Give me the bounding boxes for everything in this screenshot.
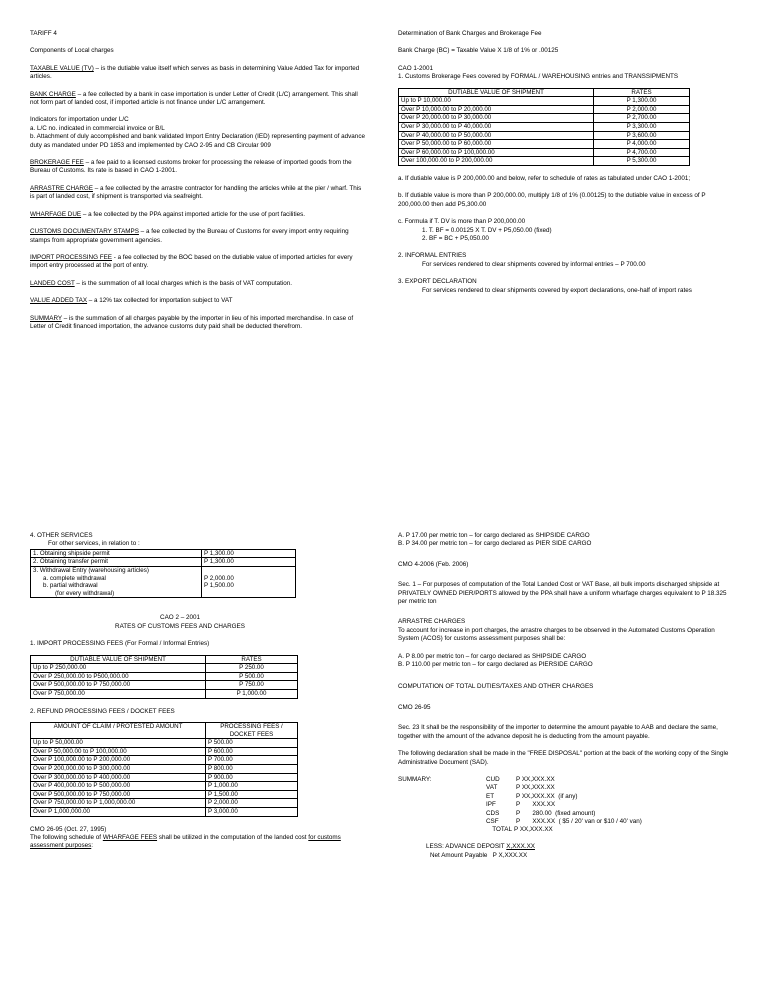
summary-value: P XX,XXX.XX bbox=[514, 826, 553, 834]
def-customs-documentary-stamps: CUSTOMS DOCUMENTARY STAMPS – a fee collected by the Bureau of Customs for every import entry requiring stamps from appropriate government agencies. bbox=[30, 228, 349, 244]
cao2-subtitle: RATES OF CUSTOMS FEES AND CHARGES bbox=[115, 622, 245, 630]
bank-charges-title: Determination of Bank Charges and Brokerage Fee bbox=[398, 30, 542, 37]
table-row bbox=[31, 747, 298, 756]
table-row bbox=[399, 148, 690, 157]
cao-title: CAO 1-2001 bbox=[398, 64, 434, 72]
ipf-title: 1. IMPORT PROCESSING FEES (For Formal / Informal Entries) bbox=[30, 640, 210, 648]
table-row bbox=[31, 672, 298, 681]
table-cell: Over P 400,000.00 to P 500,000.00 bbox=[31, 782, 206, 791]
table-cell: P 3,300.00 bbox=[594, 123, 690, 132]
table-row bbox=[399, 97, 690, 106]
refund-title: 2. REFUND PROCESSING FEES / DOCKET FEES bbox=[30, 707, 175, 715]
def-bank-charge: BANK CHARGE – a fee collected by a bank in case importation is under Letter of Credit (L/C) arrangement. This shall not form part of landed cost, if imported article is not finance under L/C arrangement. bbox=[30, 90, 358, 107]
arrastre-a: A. P 8.00 per metric ton – for cargo declared as SHIPSIDE CARGO bbox=[398, 652, 587, 660]
note-a: a. If dutiable value is P 200,000.00 and below, refer to schedule of rates as tabulated under CAO 1-2001; bbox=[398, 174, 691, 182]
table-cell: P 4,000.00 bbox=[594, 140, 690, 149]
def-wharfage-due: WHARFAGE DUE – a fee collected by the PPA against imported article for the use of port facilities. bbox=[30, 210, 305, 218]
summary-row bbox=[486, 818, 642, 826]
wharfage-line-a: A. P 17.00 per metric ton – for cargo declared as SHIPSIDE CARGO bbox=[398, 532, 590, 539]
table-row: 1. Obtaining shipside permit P 1,300.00 bbox=[31, 549, 296, 558]
arrastre-b: B. P 110.00 per metric ton – for cargo declared as PIERSIDE CARGO bbox=[398, 661, 593, 669]
table-cell: Over P 30,000.00 to P 40,000.00 bbox=[399, 123, 594, 132]
table-cell: Over P 100,000.00 to P 200,000.00 bbox=[31, 756, 206, 765]
table-cell: P 4,700.00 bbox=[594, 148, 690, 157]
table-header: RATES bbox=[206, 655, 298, 664]
table-cell: P 1,000.00 bbox=[206, 689, 298, 698]
table-cell: Over P 300,000.00 to P 400,000.00 bbox=[31, 773, 206, 782]
withdrawal-b: b. partial withdrawal bbox=[43, 582, 98, 590]
withdrawal-a: a. complete withdrawal bbox=[43, 574, 106, 582]
summary-label: SUMMARY: bbox=[398, 775, 432, 783]
table-header: DUTIABLE VALUE OF SHIPMENT bbox=[31, 655, 206, 664]
other-services-table bbox=[30, 549, 296, 599]
def-brokerage-fee: BROKERAGE FEE – a fee paid to a licensed customs broker for processing the release of imported goods from the Bureau of Customs. Its rate is based in CAO 1-2001. bbox=[30, 159, 352, 175]
note-c: c. Formula if T. DV is more than P 200,000.00 bbox=[398, 218, 526, 226]
sec23-text: Sec. 23 It shall be the responsibility of the importer to determine the amount payable to AAB and declare the same, together with the amount of the advance deposit he is deducting from the amount payable. bbox=[398, 724, 718, 740]
free-disposal-text: The following declaration shall be made in the "FREE DISPOSAL" portion at the back of the working copy of the Single Administrative Document (SAD). bbox=[398, 750, 729, 766]
table-row bbox=[31, 689, 298, 698]
table-cell: P 800.00 bbox=[206, 764, 298, 773]
computation-title: COMPUTATION OF TOTAL DUTIES/TAXES AND OTHER CHARGES bbox=[398, 683, 594, 691]
table-row bbox=[31, 807, 298, 816]
summary-value: P XX,XXX.XX bbox=[516, 775, 555, 783]
summary-row bbox=[486, 810, 642, 818]
export-declaration-title: 3. EXPORT DECLARATION bbox=[398, 278, 477, 286]
informal-entries-title: 2. INFORMAL ENTRIES bbox=[398, 252, 467, 260]
summary-value: P XX,XXX.XX bbox=[516, 784, 555, 792]
table-cell: Over P 20,000.00 to P 30,000.00 bbox=[399, 114, 594, 123]
def-import-processing-fee: IMPORT PROCESSING FEE - a fee collected by the BOC based on the dutiable value of imported articles for every import entry processed at the port of entry. bbox=[30, 253, 353, 270]
summary-key: IPF bbox=[486, 801, 496, 809]
summary-key: CSF bbox=[486, 817, 499, 825]
table-row bbox=[31, 681, 298, 690]
table-row bbox=[31, 739, 298, 748]
table-cell: Over P 60,000.00 to P 100,000.00 bbox=[399, 148, 594, 157]
bank-charge-formula: Bank Charge (BC) = Taxable Value X 1/8 of 1% or .00125 bbox=[398, 47, 559, 55]
cmo2695-title: CMO 26-95 bbox=[398, 703, 431, 711]
summary-row bbox=[486, 784, 642, 792]
table-row bbox=[399, 140, 690, 149]
summary-key: CUD bbox=[486, 775, 500, 783]
summary-value: P XXX.XX ( $5 / 20' van or $10 / 40' van) bbox=[516, 817, 642, 825]
table-row bbox=[399, 131, 690, 140]
table-cell: Over P 250,000.00 to P500,000.00 bbox=[31, 672, 206, 681]
note-c2: 2. BF = BC + P5,050.00 bbox=[422, 235, 489, 242]
other-services-title: 4. OTHER SERVICES bbox=[30, 532, 93, 539]
table-cell: Up to P 10,000.00 bbox=[399, 97, 594, 106]
table-cell: P 3,600.00 bbox=[594, 131, 690, 140]
table-cell: Over 100,000.00 to P 200,000.00 bbox=[399, 157, 594, 166]
withdrawal-b2: (for every withdrawal) bbox=[55, 589, 115, 597]
table-row bbox=[399, 105, 690, 114]
cao-subtitle: 1. Customs Brokerage Fees covered by FORMAL / WAREHOUSING entries and TRANSSIPMENTS bbox=[398, 73, 679, 81]
table-cell: P 1,300.00 bbox=[594, 97, 690, 106]
table-header: DUTIABLE VALUE OF SHIPMENT bbox=[399, 88, 594, 97]
table-row bbox=[31, 790, 298, 799]
table-header: PROCESSING FEES / DOCKET FEES bbox=[206, 722, 298, 738]
def-arrastre-charge: ARRASTRE CHARGE – a fee collected by the arrastre contractor for handling the articles while at the pier / wharf. This is part of landed cost, if shipment is transported via seafreight. bbox=[30, 184, 362, 201]
table-cell: P 900.00 bbox=[206, 773, 298, 782]
table-cell: P 500.00 bbox=[206, 672, 298, 681]
summary-key: CDS bbox=[486, 809, 500, 817]
table-cell: P 1,500.00 bbox=[206, 790, 298, 799]
cmo-text: The following schedule of WHARFAGE FEES shall be utilized in the computation of the landed cost for customs assessment purposes: bbox=[30, 833, 341, 850]
def-landed-cost: LANDED COST – is the summation of all local charges which is the basis of VAT computation. bbox=[30, 279, 293, 287]
table-row bbox=[399, 157, 690, 166]
cmo-title: CMO 26-95 (Oct. 27, 1995) bbox=[30, 825, 107, 833]
wharfage-line-b: B. P 34.00 per metric ton – for cargo declared as PIER SIDE CARGO bbox=[398, 540, 592, 548]
table-cell: Up to P 50,000.00 bbox=[31, 739, 206, 748]
informal-entries-text: For services rendered to clear shipments covered by informal entries – P 700.00 bbox=[422, 260, 646, 268]
table-cell: Over P 1,000,000.00 bbox=[31, 807, 206, 816]
table-cell: Over P 750,000.00 to P 1,000,000.00 bbox=[31, 799, 206, 808]
table-cell: Over P 40,000.00 to P 50,000.00 bbox=[399, 131, 594, 140]
summary-key: ET bbox=[486, 792, 495, 800]
tariff-title: TARIFF 4 bbox=[30, 30, 57, 37]
summary-key: TOTAL bbox=[492, 826, 512, 834]
summary-value: P XX,XXX.XX (if any) bbox=[516, 792, 578, 800]
table-cell: P 2,000.00 bbox=[206, 799, 298, 808]
left-top-section bbox=[30, 30, 366, 331]
net-amount-payable: Net Amount Payable P X,XXX.XX bbox=[430, 851, 528, 859]
table-cell: Over P 50,000.00 to P 100,000.00 bbox=[31, 747, 206, 756]
table-cell: Over P 50,000.00 to P 60,000.00 bbox=[399, 140, 594, 149]
table-row bbox=[31, 773, 298, 782]
summary-value: P 280.00 (fixed amount) bbox=[516, 809, 596, 817]
def-taxable-value: TAXABLE VALUE (TV) – is the dutiable value itself which serves as basis in determining Value Added Tax for imported articles. bbox=[30, 64, 360, 81]
table-cell: P 2,000.00 bbox=[594, 105, 690, 114]
table-row bbox=[31, 799, 298, 808]
table-cell: Over P 750,000.00 bbox=[31, 689, 206, 698]
indicators-title: Indicators for importation under L/C bbox=[30, 116, 129, 124]
export-declaration-text: For services rendered to clear shipments covered by export declarations, one-half of import rates bbox=[422, 286, 692, 294]
withdrawal-label: 3. Withdrawal Entry (warehousing articles) bbox=[33, 567, 149, 574]
table-cell: P 3,000.00 bbox=[206, 807, 298, 816]
def-value-added-tax: VALUE ADDED TAX – a 12% tax collected for importation subject to VAT bbox=[30, 297, 233, 305]
table-cell: Up to P 250,000.00 bbox=[31, 664, 206, 673]
sec1-text: Sec. 1 – For purposes of computation of the Total Landed Cost or VAT Base, all bulk imports discharged shipside at PRIVATELY OWNED PIER/PORTS allowed by the PPA shall have a uniform wharfage charges equivalent to P 18.325 per metric ton bbox=[398, 581, 727, 606]
right-bottom-section bbox=[398, 532, 736, 876]
summary-block bbox=[398, 776, 736, 876]
table-cell: Over P 10,000.00 to P 20,000.00 bbox=[399, 105, 594, 114]
table-cell: Over P 500,000.00 to P 750,000.00 bbox=[31, 790, 206, 799]
table-row bbox=[399, 123, 690, 132]
withdrawal-a-value: P 2,000.00 bbox=[204, 574, 234, 582]
def-summary: SUMMARY – is the summation of all charges payable by the importer in lieu of his imported merchandise. In case of Letter of Credit financed importation, the advance customs duty paid shall be deducted therefrom. bbox=[30, 314, 354, 330]
components-heading: Components of Local charges bbox=[30, 47, 114, 55]
indicator-a: a. L/C no. indicated in commercial invoice or B/L bbox=[30, 124, 165, 132]
table-row bbox=[31, 764, 298, 773]
table-cell: P 750.00 bbox=[206, 681, 298, 690]
left-bottom-section bbox=[30, 532, 366, 851]
table-cell: P 2,700.00 bbox=[594, 114, 690, 123]
table-header: AMOUNT OF CLAIM / PROTESTED AMOUNT bbox=[31, 722, 206, 738]
table-cell: P 250.00 bbox=[206, 664, 298, 673]
indicator-b: b. Attachment of duly accomplished and bank validated Import Entry Declaration (IED) representing payment of advance duty as mandated under PD 1853 and implemented by CAO 2-95 and CB Circular 909 bbox=[30, 133, 365, 149]
summary-row bbox=[486, 826, 642, 834]
note-c1: 1. T. BF = 0.00125 X T. DV + P5,050.00 (fixed) bbox=[422, 226, 552, 234]
brokerage-fee-table bbox=[398, 88, 690, 166]
table-row bbox=[31, 664, 298, 673]
note-b: b. If dutiable value is more than P 200,000.00, multiply 1/8 of 1% (0.00125) to the dutiable value in excess of P 200,000.00 then add P5,300.00 bbox=[398, 192, 706, 208]
table-cell: Over P 500,000.00 to P 750,000.00 bbox=[31, 681, 206, 690]
table-row bbox=[31, 782, 298, 791]
table-cell: Over P 200,000.00 to P 300,000.00 bbox=[31, 764, 206, 773]
cao2-title: CAO 2 – 2001 bbox=[160, 614, 200, 622]
right-top-section bbox=[398, 30, 736, 295]
arrastre-title: ARRASTRE CHARGES bbox=[398, 618, 466, 626]
table-row: 2. Obtaining transfer permit P 1,300.00 bbox=[31, 558, 296, 567]
table-cell: P 700.00 bbox=[206, 756, 298, 765]
import-processing-fee-table bbox=[30, 655, 298, 699]
other-services-sub: For other services, in relation to : bbox=[48, 540, 140, 548]
summary-key: VAT bbox=[486, 784, 498, 792]
table-row bbox=[31, 567, 296, 598]
table-row bbox=[399, 114, 690, 123]
refund-fees-table bbox=[30, 722, 298, 817]
less-advance-deposit: LESS: ADVANCE DEPOSIT X,XXX.XX bbox=[426, 842, 535, 850]
table-row bbox=[31, 756, 298, 765]
table-cell: P 1,000.00 bbox=[206, 782, 298, 791]
table-header: RATES bbox=[594, 88, 690, 97]
summary-value: P XXX.XX bbox=[516, 801, 556, 809]
cmo4-title: CMO 4-2006 (Feb. 2006) bbox=[398, 560, 469, 568]
summary-row bbox=[486, 793, 642, 801]
summary-row bbox=[486, 776, 642, 784]
arrastre-text: To account for increase in port charges, the arrastre charges to be observed in the Automated Customs Operation System (ACOS) for customs assessment purposes shall be: bbox=[398, 626, 715, 643]
summary-row bbox=[486, 801, 642, 809]
table-cell: P 600.00 bbox=[206, 747, 298, 756]
table-cell: P 5,300.00 bbox=[594, 157, 690, 166]
table-cell: P 500.00 bbox=[206, 739, 298, 748]
withdrawal-b-value: P 1,500.00 bbox=[204, 582, 234, 590]
